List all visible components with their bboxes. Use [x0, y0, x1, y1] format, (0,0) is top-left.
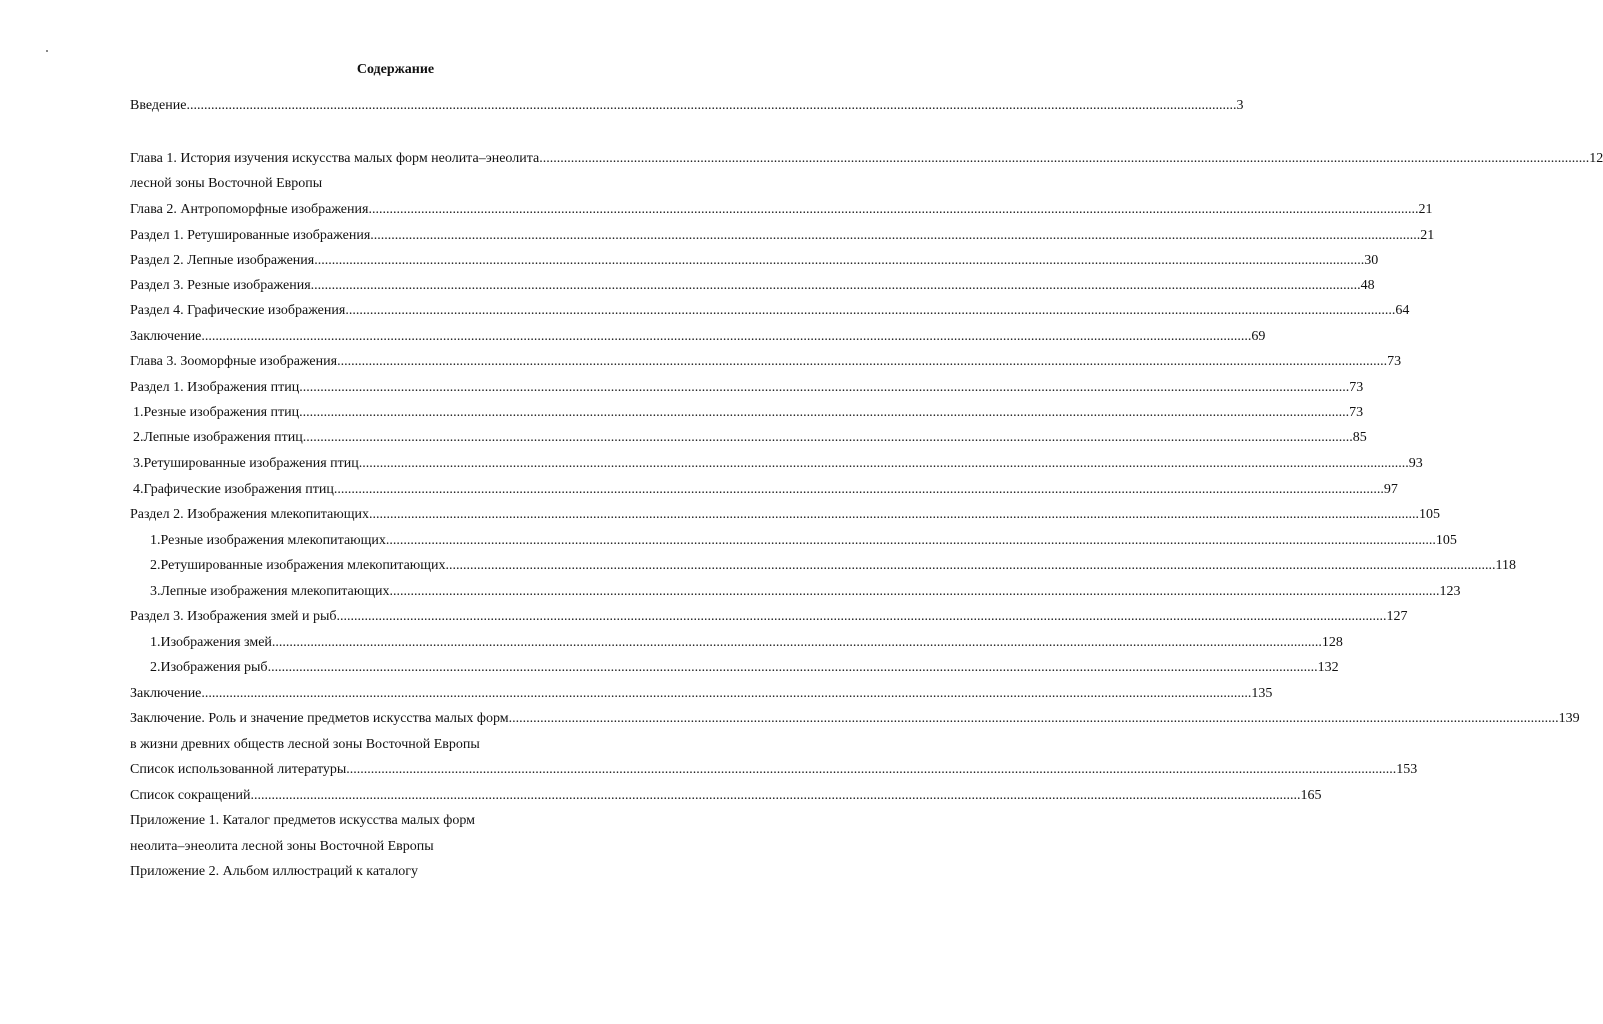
toc-label: Заключение — [130, 329, 202, 344]
toc-label: Ретушированные изображения птиц — [143, 456, 359, 471]
page-title: Содержание — [356, 62, 435, 77]
toc-label: Список использованной литературы — [130, 762, 347, 777]
toc-label: Лепные изображения млекопитающих — [160, 584, 390, 599]
toc-label: Раздел 3. Изображения змей и рыб — [130, 609, 337, 624]
toc-entry-appendix-2: Приложение 2. Альбом иллюстраций к каталогу — [130, 864, 419, 879]
toc-page-number: 153 — [1396, 762, 1418, 777]
toc-page-number: 48 — [1360, 278, 1375, 293]
toc-label: Раздел 4. Графические изображения — [130, 303, 346, 318]
dot-leader: ............................................................................................................................................................................................................................................................................................................ — [385, 533, 1436, 548]
toc-page-number: 123 — [1439, 584, 1461, 599]
dot-leader: ............................................................................................................................................................................................................................................................................................................ — [314, 253, 1365, 268]
toc-entry-s3-3-2 — [150, 657, 1339, 679]
toc-page-number: 139 — [1558, 711, 1580, 726]
toc-entry-final-continuation: в жизни древних обществ лесной зоны Восточной Европы — [130, 737, 480, 752]
dot-leader: ............................................................................................................................................................................................................................................................................................................ — [389, 584, 1440, 599]
toc-entry-s3-3 — [130, 606, 1408, 628]
toc-page-number: 73 — [1387, 354, 1402, 369]
toc-entry-bibliography — [130, 759, 1418, 781]
list-number: 2. — [133, 430, 144, 445]
list-number: 1. — [150, 635, 161, 650]
list-number: 4. — [133, 482, 144, 497]
dot-leader: ............................................................................................................................................................................................................................................................................................................ — [369, 507, 1419, 522]
toc-page-number: 73 — [1349, 405, 1364, 420]
list-number: 1. — [133, 405, 144, 420]
toc-entry-s3-2-1 — [150, 530, 1457, 552]
toc-label: Изображения рыб — [160, 660, 268, 675]
dot-leader: ............................................................................................................................................................................................................................................................................................................ — [508, 711, 1559, 726]
toc-label: Раздел 2. Лепные изображения — [130, 253, 315, 268]
toc-entry-s2-2 — [130, 250, 1379, 272]
toc-entry-ch1-continuation: лесной зоны Восточной Европы — [130, 176, 323, 191]
toc-entry-concl3 — [130, 683, 1273, 705]
toc-page-number: 3 — [1236, 98, 1244, 113]
toc-page-number: 128 — [1321, 635, 1343, 650]
toc-label: Лепные изображения птиц — [143, 430, 303, 445]
list-number: 3. — [150, 584, 161, 599]
toc-entry-s3-1 — [130, 377, 1364, 399]
toc-label: Глава 1. История изучения искусства малых форм неолита–энеолита — [130, 151, 540, 166]
toc-label: Раздел 3. Резные изображения — [130, 278, 311, 293]
list-number: 2. — [150, 660, 161, 675]
toc-label: Заключение — [130, 686, 202, 701]
toc-label: Раздел 1. Ретушированные изображения — [130, 228, 371, 243]
toc-page-number: 69 — [1251, 329, 1266, 344]
toc-label: Раздел 2. Изображения млекопитающих — [130, 507, 369, 522]
toc-entry-s3-1-2 — [133, 427, 1367, 449]
toc-entry-abbreviations — [130, 785, 1322, 807]
toc-entry-appendix-1-continuation: неолита–энеолита лесной зоны Восточной Европы — [130, 839, 434, 854]
list-number: 3. — [133, 456, 144, 471]
toc-label: Раздел 1. Изображения птиц — [130, 380, 300, 395]
toc-entry-final-conclusion — [130, 708, 1580, 730]
dot-leader: ............................................................................................................................................................................................................................................................................................................ — [250, 788, 1301, 803]
toc-page-number: 165 — [1300, 788, 1322, 803]
toc-page-number: 118 — [1495, 558, 1517, 573]
toc-page-number: 127 — [1386, 609, 1408, 624]
dot-leader: ............................................................................................................................................................................................................................................................................................................ — [310, 278, 1361, 293]
toc-entry-concl2 — [130, 326, 1266, 348]
dot-leader: ............................................................................................................................................................................................................................................................................................................ — [271, 635, 1322, 650]
toc-label: Ретушированные изображения млекопитающих — [160, 558, 446, 573]
toc-page-number: 97 — [1383, 482, 1398, 497]
dot-leader: ............................................................................................................................................................................................................................................................................................................ — [336, 609, 1387, 624]
toc-entry-ch3 — [130, 351, 1402, 373]
dot-leader: ............................................................................................................................................................................................................................................................................................................ — [368, 202, 1419, 217]
toc-page-number: 21 — [1418, 202, 1433, 217]
dot-leader: ............................................................................................................................................................................................................................................................................................................ — [302, 430, 1353, 445]
toc-page-number: 135 — [1251, 686, 1273, 701]
toc-label: Резные изображения птиц — [143, 405, 300, 420]
toc-page-number: 12 — [1589, 151, 1603, 166]
toc-page-number: 21 — [1420, 228, 1435, 243]
toc-entry-intro — [130, 95, 1244, 117]
toc-page-number: 30 — [1364, 253, 1379, 268]
toc-page-number: 64 — [1395, 303, 1410, 318]
dot-leader: ............................................................................................................................................................................................................................................................................................................ — [333, 482, 1384, 497]
toc-label: Глава 2. Антропоморфные изображения — [130, 202, 369, 217]
toc-entry-s3-1-4 — [133, 479, 1398, 501]
dot-leader: ............................................................................................................................................................................................................................................................................................................ — [370, 228, 1421, 243]
toc-entry-s3-1-1 — [133, 402, 1364, 424]
toc-entry-s3-2-2 — [150, 555, 1517, 577]
toc-entry-s2-4 — [130, 300, 1410, 322]
toc-page-number: 73 — [1349, 380, 1364, 395]
toc-entry-ch1 — [130, 148, 1603, 170]
toc-entry-s3-1-3 — [133, 453, 1423, 475]
toc-entry-s2-3 — [130, 275, 1375, 297]
toc-entry-s3-2-3 — [150, 581, 1461, 603]
toc-page-number: 105 — [1435, 533, 1457, 548]
list-number: 1. — [150, 533, 161, 548]
toc-label: Введение — [130, 98, 187, 113]
toc-label: Заключение. Роль и значение предметов искусства малых форм — [130, 711, 509, 726]
list-number: 2. — [150, 558, 161, 573]
toc-entry-s2-1 — [130, 225, 1435, 247]
toc-label: Графические изображения птиц — [143, 482, 334, 497]
dot-leader: ............................................................................................................................................................................................................................................................................................................ — [186, 98, 1237, 113]
toc-page-number: 132 — [1317, 660, 1339, 675]
toc-label: Изображения змей — [160, 635, 272, 650]
toc-page-number: 93 — [1408, 456, 1423, 471]
toc-label: Список сокращений — [130, 788, 251, 803]
toc-entry-s3-2 — [130, 504, 1440, 526]
toc-entry-ch2 — [130, 199, 1433, 221]
dot-leader: ............................................................................................................................................................................................................................................................................................................ — [201, 329, 1252, 344]
dot-leader: ............................................................................................................................................................................................................................................................................................................ — [346, 762, 1397, 777]
dot-leader: ............................................................................................................................................................................................................................................................................................................ — [299, 405, 1350, 420]
toc-entry-s3-3-1 — [150, 632, 1343, 654]
toc-label: Резные изображения млекопитающих — [160, 533, 386, 548]
scan-speck — [46, 50, 48, 52]
dot-leader: ............................................................................................................................................................................................................................................................................................................ — [201, 686, 1252, 701]
dot-leader: ............................................................................................................................................................................................................................................................................................................ — [345, 303, 1396, 318]
dot-leader: ............................................................................................................................................................................................................................................................................................................ — [299, 380, 1350, 395]
dot-leader: ............................................................................................................................................................................................................................................................................................................ — [539, 151, 1590, 166]
toc-entry-appendix-1: Приложение 1. Каталог предметов искусства малых форм — [130, 813, 475, 828]
dot-leader: ............................................................................................................................................................................................................................................................................................................ — [445, 558, 1496, 573]
toc-page-number: 85 — [1352, 430, 1367, 445]
dot-leader: ............................................................................................................................................................................................................................................................................................................ — [358, 456, 1409, 471]
dot-leader: ............................................................................................................................................................................................................................................................................................................ — [267, 660, 1318, 675]
toc-page-number: 105 — [1419, 507, 1440, 522]
toc-label: Глава 3. Зооморфные изображения — [130, 354, 338, 369]
dot-leader: ............................................................................................................................................................................................................................................................................................................ — [337, 354, 1388, 369]
